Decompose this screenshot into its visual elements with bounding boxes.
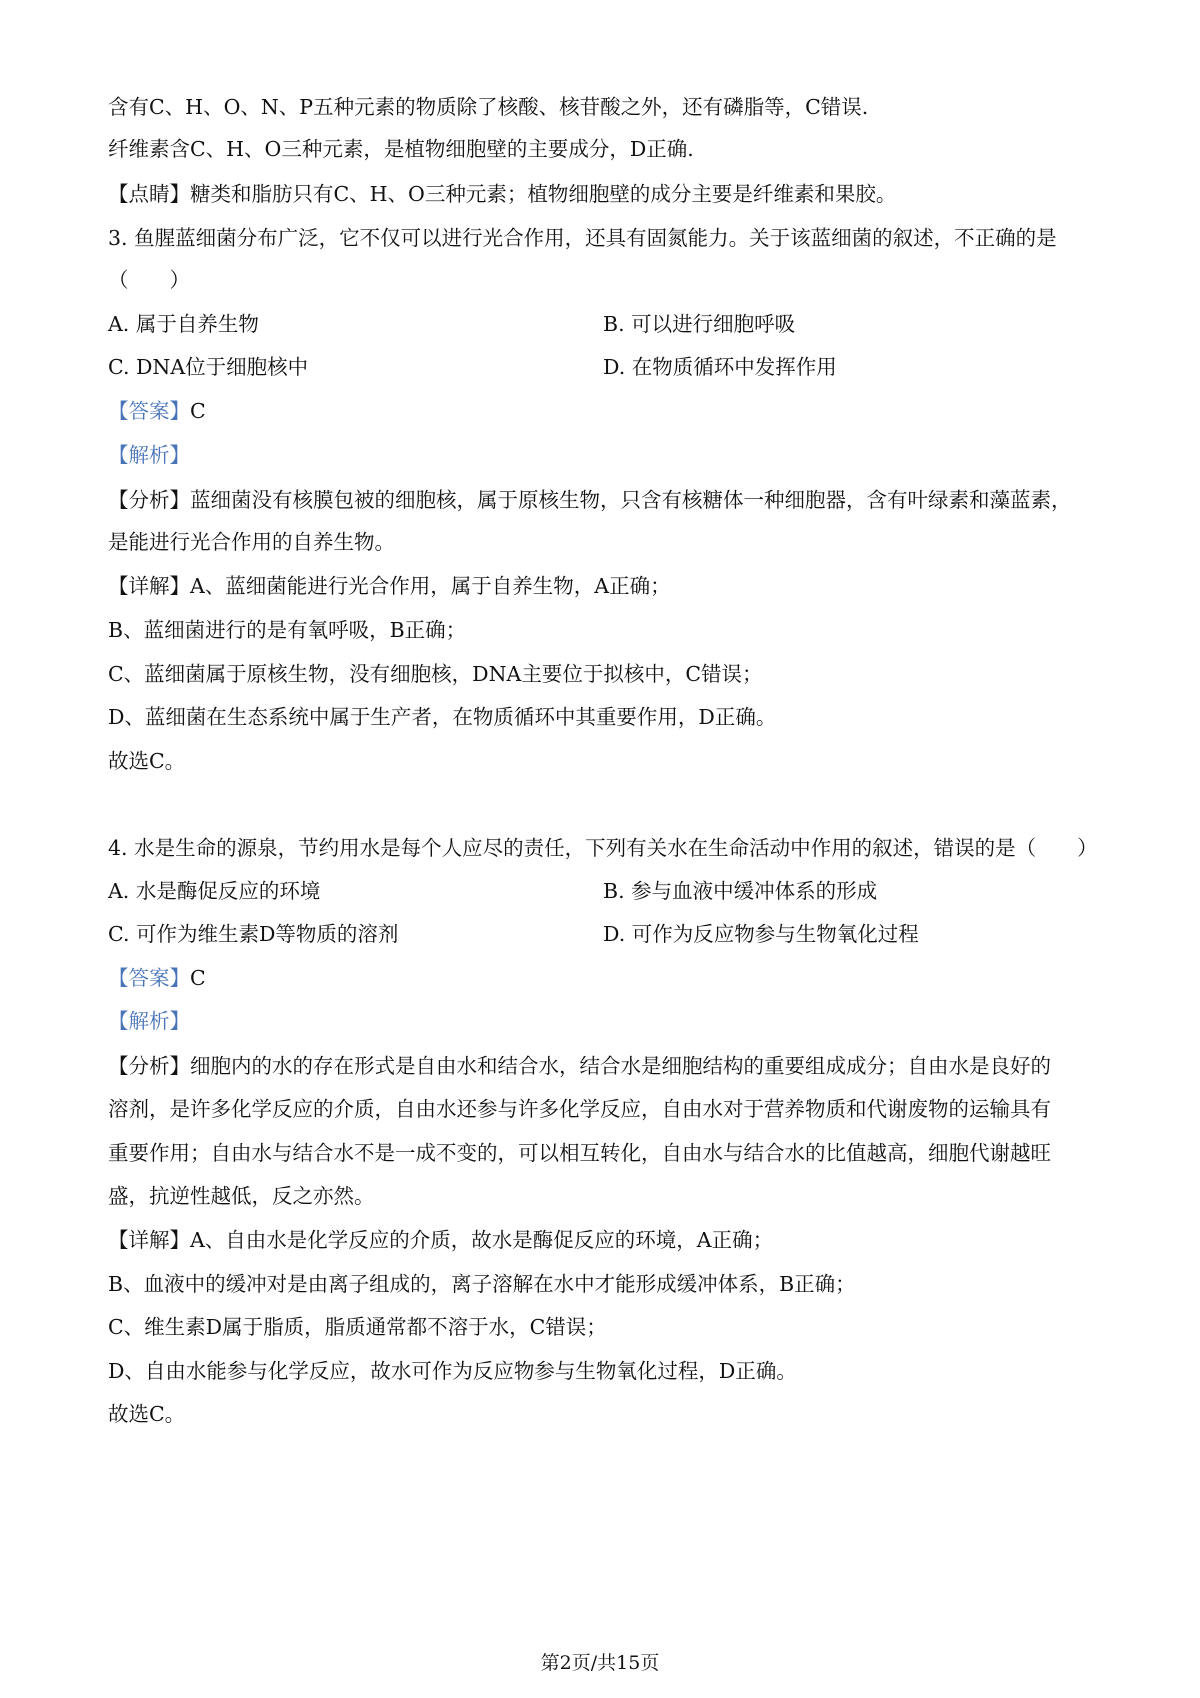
- q3-option-b: B. 可以进行细胞呼吸: [603, 312, 796, 336]
- intro-line-1: 含有C、H、O、N、P五种元素的物质除了核酸、核苷酸之外，还有磷脂等，C错误.: [108, 95, 869, 119]
- q4-conclusion: 故选C。: [108, 1402, 186, 1426]
- tip-line: 【点睛】糖类和脂肪只有C、H、O三种元素；植物细胞壁的成分主要是纤维素和果胶。: [108, 182, 897, 206]
- q4-detail-d: D、自由水能参与化学反应，故水可作为反应物参与生物氧化过程，D正确。: [108, 1359, 797, 1383]
- q3-option-d: D. 在物质循环中发挥作用: [603, 355, 837, 379]
- q3-detail-c: C、蓝细菌属于原核生物，没有细胞核，DNA主要位于拟核中，C错误；: [108, 662, 763, 686]
- q3-analysis-line-1: 【分析】蓝细菌没有核膜包被的细胞核，属于原核生物，只含有核糖体一种细胞器，含有叶绿素和藻蓝素，: [108, 488, 1072, 512]
- q3-stem-line-1: 3. 鱼腥蓝细菌分布广泛，它不仅可以进行光合作用，还具有固氮能力。关于该蓝细菌的叙述，不正确的是: [108, 226, 1057, 250]
- q4-answer-value: C: [190, 966, 206, 990]
- q4-stem-line-1: 4. 水是生命的源泉，节约用水是每个人应尽的责任，下列有关水在生命活动中作用的叙述，错误的是（ ）: [108, 836, 1098, 860]
- q3-conclusion: 故选C。: [108, 749, 186, 773]
- q3-option-c: C. DNA位于细胞核中: [108, 355, 309, 379]
- q4-detail-a: 【详解】A、自由水是化学反应的介质，故水是酶促反应的环境，A正确；: [108, 1228, 774, 1252]
- q4-analysis-line-2: 溶剂，是许多化学反应的介质，自由水还参与许多化学反应，自由水对于营养物质和代谢废物的运输具有: [108, 1097, 1051, 1121]
- q3-stem-line-2: （ ）: [108, 268, 190, 292]
- q4-option-a: A. 水是酶促反应的环境: [108, 879, 321, 903]
- q3-detail-b: B、蓝细菌进行的是有氧呼吸，B正确；: [108, 618, 467, 642]
- q3-answer: [108, 397, 1108, 425]
- q3-answer-tag: 【答案】: [108, 399, 190, 423]
- q4-detail-b: B、血液中的缓冲对是由离子组成的，离子溶解在水中才能形成缓冲体系，B正确；: [108, 1272, 856, 1296]
- q3-answer-value: C: [190, 399, 206, 423]
- q3-analysis-line-2: 是能进行光合作用的自养生物。: [108, 530, 395, 554]
- q3-analysis-tag: 【解析】: [108, 443, 190, 467]
- q4-answer-tag: 【答案】: [108, 966, 190, 990]
- q4-detail-c: C、维生素D属于脂质，脂质通常都不溶于水，C错误；: [108, 1315, 607, 1339]
- q3-option-a: A. 属于自养生物: [108, 312, 259, 336]
- q4-option-d: D. 可作为反应物参与生物氧化过程: [603, 922, 919, 946]
- q4-analysis-tag: 【解析】: [108, 1009, 190, 1033]
- q4-answer: [108, 964, 1108, 992]
- q4-option-b: B. 参与血液中缓冲体系的形成: [603, 879, 878, 903]
- q4-analysis-line-4: 盛，抗逆性越低，反之亦然。: [108, 1184, 375, 1208]
- q4-option-c: C. 可作为维生素D等物质的溶剂: [108, 922, 399, 946]
- q4-analysis-line-3: 重要作用；自由水与结合水不是一成不变的，可以相互转化，自由水与结合水的比值越高，细胞代谢越旺: [108, 1141, 1051, 1165]
- q4-analysis-line-1: 【分析】细胞内的水的存在形式是自由水和结合水，结合水是细胞结构的重要组成成分；自由水是良好的: [108, 1054, 1051, 1078]
- intro-line-2: 纤维素含C、H、O三种元素，是植物细胞壁的主要成分，D正确.: [108, 137, 694, 161]
- page-number: 第2页/共15页: [540, 1652, 660, 1674]
- q3-detail-d: D、蓝细菌在生态系统中属于生产者，在物质循环中其重要作用，D正确。: [108, 705, 777, 729]
- q3-detail-a: 【详解】A、蓝细菌能进行光合作用，属于自养生物，A正确；: [108, 574, 671, 598]
